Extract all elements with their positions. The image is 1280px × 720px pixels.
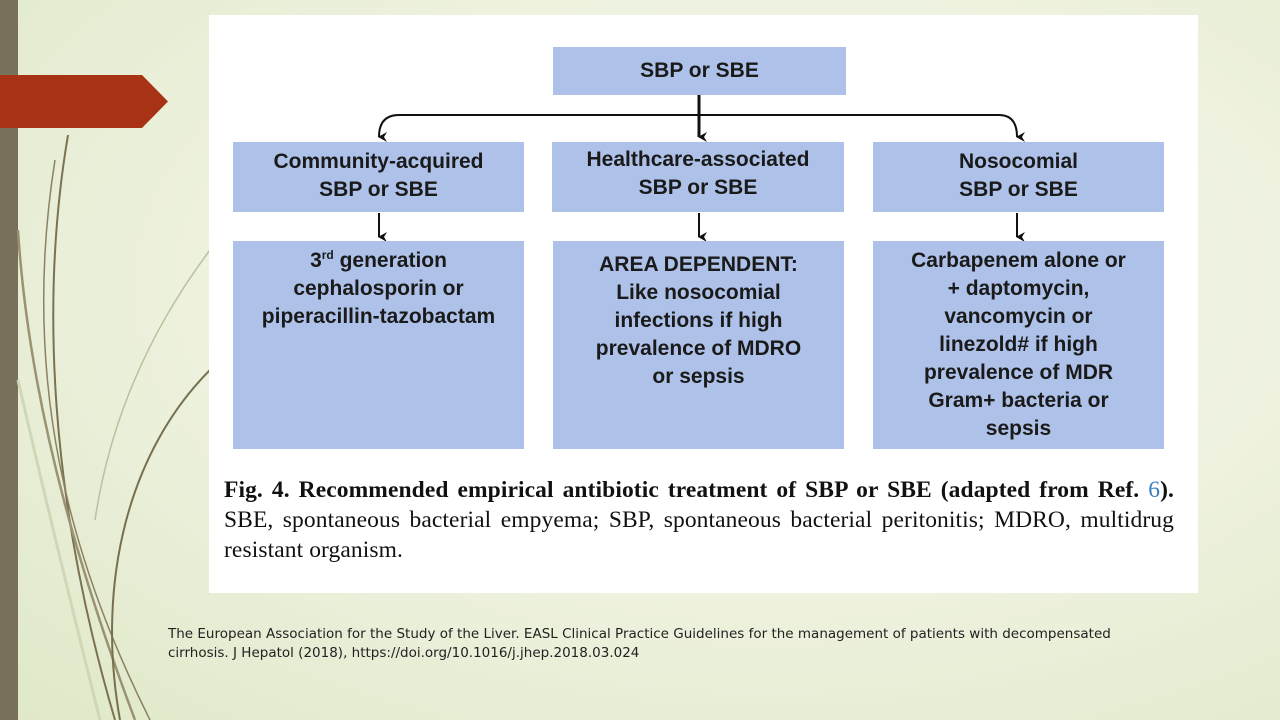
treatment-line: piperacillin-tazobactam [261, 305, 496, 328]
category-label-line: SBP or SBE [319, 178, 438, 201]
treatment-box-nosocomial [873, 241, 1164, 449]
treatment-line: or sepsis [652, 365, 745, 388]
caption-bold: Fig. 4. Recommended empirical antibiotic treatment of SBP or SBE (adapted from Ref. [224, 477, 1149, 503]
category-box-nosocomial [873, 142, 1164, 212]
treatment-line: prevalence of MDRO [595, 337, 802, 360]
source-citation: The European Association for the Study of the Liver. EASL Clinical Practice Guidelines for the management of patients with decompensated cirrhosis. J Hepatol (2018), https://doi.org/10.1016/j.jhep.2018.03.024 [168, 626, 1111, 661]
ordinal-number: 3 [310, 249, 322, 272]
treatment-line: Like nosocomial [616, 281, 781, 304]
category-label-line: SBP or SBE [638, 176, 758, 199]
treatment-line: cephalosporin or [293, 277, 464, 300]
treatment-line-rest: generation [333, 249, 447, 272]
title-arrow-marker [0, 75, 168, 128]
treatment-line [233, 247, 524, 275]
ordinal-suffix: rd [321, 248, 334, 262]
category-label-line: Community-acquired [273, 150, 484, 173]
treatment-line: prevalence of MDR [923, 361, 1114, 384]
root-box [553, 47, 846, 95]
category-label-line: Healthcare-associated [586, 148, 810, 171]
category-label-line: SBP or SBE [959, 178, 1078, 201]
treatment-box-healthcare [553, 241, 844, 449]
category-label-line: Nosocomial [958, 150, 1079, 173]
treatment-line: Gram+ bacteria or [928, 389, 1109, 412]
treatment-line: vancomycin or [944, 305, 1093, 328]
reference-link[interactable]: 6 [1148, 477, 1161, 503]
treatment-line: Carbapenem alone or [911, 249, 1126, 272]
treatment-line: AREA DEPENDENT: [599, 253, 798, 276]
treatment-box-community [233, 241, 524, 449]
figure-caption [224, 475, 1174, 565]
root-label: SBP or SBE [640, 59, 759, 82]
treatment-line: sepsis [985, 417, 1052, 440]
caption-bold-close: ). [1160, 477, 1174, 503]
treatment-line: + daptomycin, [947, 277, 1090, 300]
caption-text: SBE, spontaneous bacterial empyema; SBP, spontaneous bacterial peritonitis; MDRO, multidrug resistant organism. [224, 507, 1174, 563]
category-box-healthcare [552, 142, 844, 212]
treatment-line: infections if high [614, 309, 783, 332]
category-box-community [233, 142, 524, 212]
treatment-line: linezold# if high [939, 333, 1098, 356]
figure-panel [209, 15, 1198, 593]
